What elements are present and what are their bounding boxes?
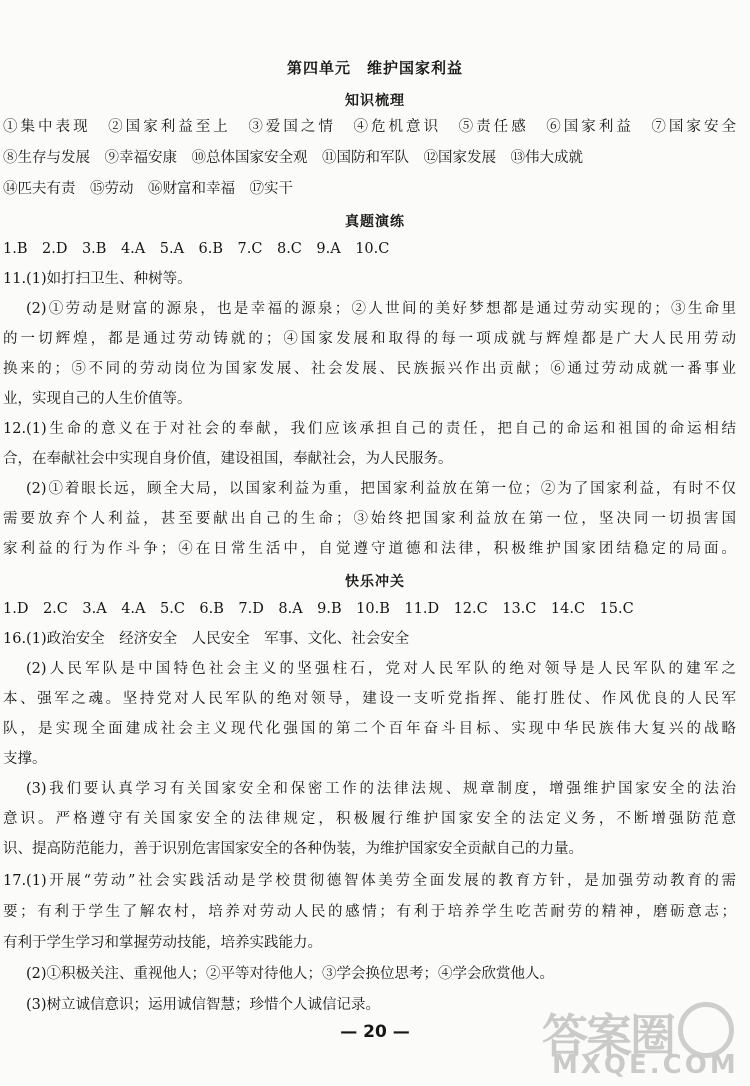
q16-part3-line2: 意识。严格遵守有关国家安全的法律规定，积极履行维护国家安全的法定义务，不断增强防范意 [3, 811, 736, 827]
q11-part2-line2: 的一切辉煌，都是通过劳动铸就的；④国家发展和取得的每一项成就与辉煌都是广大人民用劳动 [3, 331, 736, 347]
q16-part1: 16.(1)政治安全 经济安全 人民安全 军事、文化、社会安全 [3, 631, 410, 647]
q17-part2: (2)①积极关注、重视他人；②平等对待他人；③学会换位思考；④学会欣赏他人。 [26, 966, 555, 982]
q16-part3-line3: 识、提高防范能力，善于识别危害国家安全的各种伪装，为维护国家安全贡献自己的力量。 [3, 841, 583, 857]
q17-part1-line1: 17.(1)开展“劳动”社会实践活动是学校贯彻德智体美劳全面发展的教育方针，是加强劳动教育的需 [3, 873, 736, 889]
real-exam-choice-answers: 1.B 2.D 3.B 4.A 5.A 6.B 7.C 8.C 9.A 10.C [3, 241, 390, 257]
q12-part1-line2: 合，在奉献社会中实现自身价值，建设祖国，奉献社会，为人民服务。 [3, 451, 453, 467]
q12-part1-line1: 12.(1)生命的意义在于对社会的奉献，我们应该承担自己的责任，把自己的命运和祖国的命运相结 [3, 421, 736, 437]
q16-part2-line3: 队，是实现全面建成社会主义现代化强国的第二个百年奋斗目标、实现中华民族伟大复兴的战略 [3, 721, 736, 737]
watermark-text-top: 答案圈 [542, 1009, 674, 1063]
knowledge-line-3: ⑭匹夫有责 ⑮劳动 ⑯财富和幸福 ⑰实干 [3, 181, 293, 197]
q17-part1-line3: 有利于学生学习和掌握劳动技能，培养实践能力。 [3, 935, 322, 951]
q12-part2-line3: 家利益的行为作斗争；④在日常生活中，自觉遵守道德和法律，积极维护国家团结稳定的局面。 [3, 541, 736, 557]
q11-part1: 11.(1)如打扫卫生、种树等。 [3, 271, 192, 287]
q16-part2-line1: (2)人民军队是中国特色社会主义的坚强柱石，党对人民军队的绝对领导是人民军队的建军之 [26, 661, 736, 677]
q17-part1-line2: 要；有利于学生了解农村，培养对劳动人民的感情；有利于培养学生吃苦耐劳的精神，磨砺意志； [3, 904, 736, 920]
q12-part2-line1: (2)①着眼长远，顾全大局，以国家利益为重，把国家利益放在第一位；②为了国家利益，有时不仅 [26, 481, 736, 497]
q11-part2-line4: 业，实现自己的人生价值等。 [3, 391, 192, 407]
q16-part2-line4: 支撑。 [3, 751, 47, 767]
section-heading-knowledge: 知识梳理 [345, 93, 405, 109]
happy-choice-answers: 1.D 2.C 3.A 4.A 5.C 6.B 7.D 8.A 9.B 10.B 11.D 12.C 13.C 14.C 15.C [3, 601, 634, 617]
q16-part2-line2: 本、强军之魂。坚持党对人民军队的绝对领导，建设一支听党指挥、能打胜仗、作风优良的人民军 [3, 691, 736, 707]
page-number: — 20 — [340, 1022, 410, 1042]
knowledge-line-1: ①集中表现 ②国家利益至上 ③爱国之情 ④危机意识 ⑤责任感 ⑥国家利益 ⑦国家安全 [3, 119, 736, 135]
q12-part2-line2: 需要放弃个人利益，甚至要献出自己的生命；③始终把国家利益放在第一位，坚决同一切损害国 [3, 511, 736, 527]
q11-part2-line3: 换来的；⑤不同的劳动岗位为国家发展、社会发展、民族振兴作出贡献；⑥通过劳动成就一番事业 [3, 361, 736, 377]
knowledge-line-2: ⑧生存与发展 ⑨幸福安康 ⑩总体国家安全观 ⑪国防和军队 ⑫国家发展 ⑬伟大成就 [3, 150, 583, 166]
q17-part3: (3)树立诚信意识；运用诚信智慧；珍惜个人诚信记录。 [26, 997, 381, 1013]
q16-part3-line1: (3)我们要认真学习有关国家安全和保密工作的法律法规、规章制度，增强维护国家安全的法治 [26, 781, 736, 797]
watermark-text-bottom: MXQE.COM [552, 1050, 739, 1080]
q11-part2-line1: (2)①劳动是财富的源泉，也是幸福的源泉；②人世间的美好梦想都是通过劳动实现的；③生命里 [26, 301, 736, 317]
unit-title: 第四单元 维护国家利益 [286, 59, 463, 77]
section-heading-real-exam: 真题演练 [345, 214, 405, 230]
section-heading-happy: 快乐冲关 [345, 574, 405, 590]
